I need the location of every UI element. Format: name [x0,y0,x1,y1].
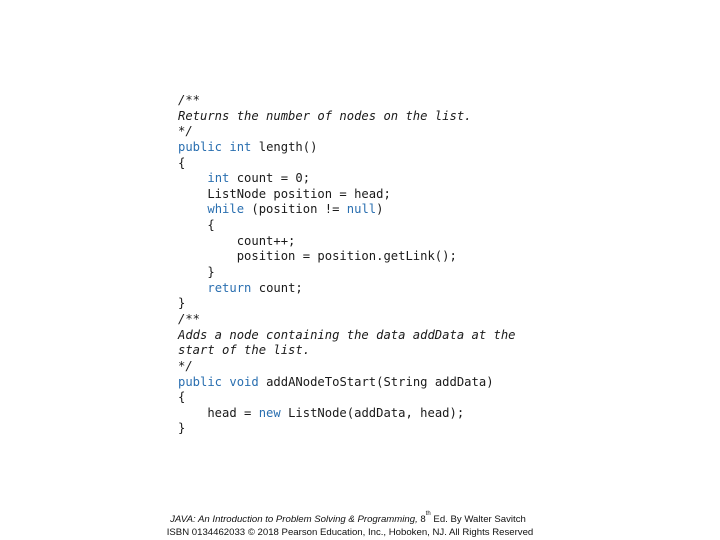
code-line [178,109,516,125]
code-line [178,93,516,109]
code-line [178,281,516,297]
code-text [178,281,207,295]
code-text: } [178,296,186,311]
code-text: { [178,390,186,405]
code-line [178,328,516,344]
code-line [178,140,516,156]
code-keyword: while [207,202,245,217]
code-text: position = position.getLink(); [178,249,457,264]
code-comment: */ [178,358,193,373]
edition-suffix: th [425,511,431,517]
code-comment: */ [178,124,193,139]
code-line [178,265,516,281]
code-line [178,171,516,187]
code-text: count++; [178,233,296,248]
code-text: (position != [244,202,347,217]
code-text: ListNode(addData, head); [280,405,465,420]
code-comment: Adds a node containing the data addData at the [178,327,516,342]
code-comment: start of the list. [178,343,311,358]
code-keyword: void [229,374,259,389]
code-text: { [178,155,186,170]
code-line [178,296,516,312]
code-keyword: null [346,202,377,217]
code-text: } [178,265,215,280]
code-line [178,249,516,265]
code-line [178,390,516,406]
code-text: ListNode position = head; [178,186,391,201]
code-text: addANodeToStart(String addData) [258,374,494,389]
code-line [178,421,516,437]
code-keyword: new [258,405,281,420]
code-listing [178,93,516,437]
code-text: head = [178,405,259,420]
code-keyword: int [229,139,252,154]
code-keyword: public [178,374,223,389]
code-text: { [178,218,215,233]
code-text: count; [251,280,303,295]
code-text: } [178,421,186,436]
code-line [178,406,516,422]
edition-number: 8 [417,514,426,525]
code-comment: /** [178,93,201,107]
code-line [178,124,516,140]
code-text [178,202,207,216]
code-line [178,202,516,218]
code-line [178,312,516,328]
code-line [178,218,516,234]
code-line [178,375,516,391]
code-keyword: int [207,171,230,186]
code-line [178,359,516,375]
code-text: count = 0; [229,171,311,186]
code-keyword: public [178,139,223,154]
code-text: ) [376,202,384,217]
code-comment: Returns the number of nodes on the list. [178,108,472,123]
code-line [178,343,516,359]
footer-citation [0,511,708,525]
code-line [178,156,516,172]
edition-author: Ed. By Walter Savitch [430,514,526,525]
book-title: JAVA: An Introduction to Problem Solving & Programming, [170,514,418,525]
code-line [178,234,516,250]
code-line [178,187,516,203]
code-text [178,171,207,185]
code-comment: /** [178,311,201,326]
code-keyword: return [207,280,252,295]
footer-copyright: ISBN 0134462033 © 2018 Pearson Education, Inc., Hoboken, NJ. All Rights Reserved [166,527,534,538]
code-text: length() [251,139,318,154]
